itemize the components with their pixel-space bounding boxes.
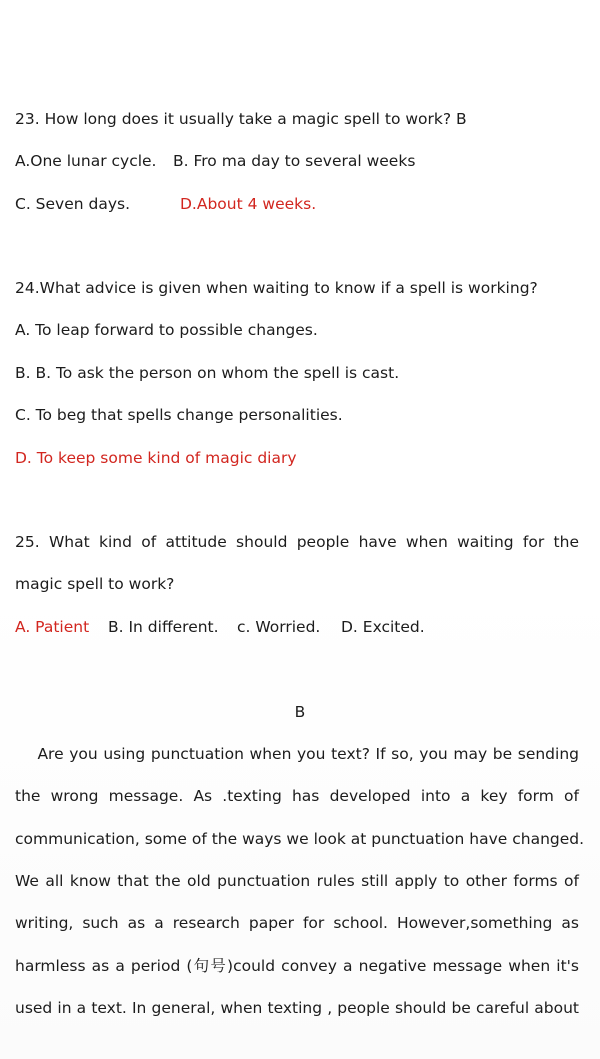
q25-option-a-answer: A. Patient [15,618,90,636]
q24-option-d-answer: D. To keep some kind of magic diary [15,449,297,467]
q25-option-b: B. In different. [108,618,219,636]
passage-line: harmless as a period (句号)could convey a negative message when it's [15,957,579,975]
passage-line: We all know that the old punctuation rules still apply to other forms of [15,872,579,890]
q23-option-d-answer: D.About 4 weeks. [180,195,317,213]
q23-option-a: A.One lunar cycle. [15,152,157,170]
passage-line: Are you using punctuation when you text? If so, you may be sending [15,745,579,763]
q23-option-b: B. Fro ma day to several weeks [173,152,416,170]
q23-question: 23. How long does it usually take a magic spell to work? B [15,110,467,128]
q25-question-line-2: magic spell to work? [15,575,175,593]
q24-option-a: A. To leap forward to possible changes. [15,321,318,339]
passage-line: the wrong message. As .texting has developed into a key form of [15,787,579,805]
passage-line: used in a text. In general, when texting , people should be careful about [15,999,579,1017]
q25-option-d: D. Excited. [341,618,425,636]
q24-option-c: C. To beg that spells change personalities. [15,406,343,424]
q24-question: 24.What advice is given when waiting to know if a spell is working? [15,279,538,297]
q25-question-line-1: 25. What kind of attitude should people have when waiting for the [15,533,579,551]
q23-options-row-1 [15,151,416,171]
q25-option-c: c. Worried. [237,618,321,636]
q23-options-row-2 [15,194,317,214]
passage-line: communication, some of the ways we look at punctuation have changed. [15,830,585,848]
q23-option-c: C. Seven days. [15,195,131,213]
q25-options-row [15,617,425,637]
q24-option-b: B. B. To ask the person on whom the spell is cast. [15,364,400,382]
section-heading: B [294,703,306,721]
passage-line: writing, such as a research paper for school. However,something as [15,914,579,932]
